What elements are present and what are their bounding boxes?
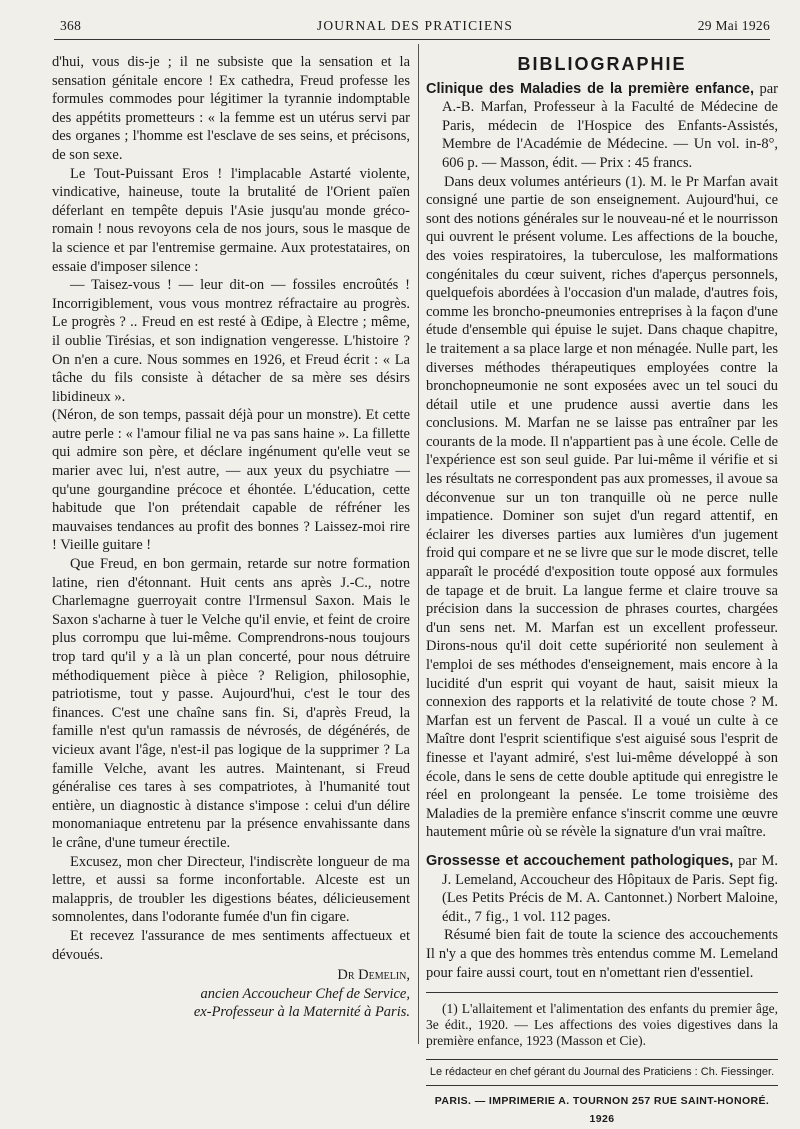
paragraph: — Taisez-vous ! — leur dit-on — fossiles encroûtés ! Incorrigiblement, vous vous montrez réfractaire au progrès. Le progrès ? .. Freud en est resté à Œdipe, à Electre ; même, il oublie Tirésias, et son indignation vengeresse. L'histoire ? On n'en a cure. Nous sommes en 1926, et Freud écrit : « La tâche du fils consiste à détacher de sa mère ses désirs libidineux ». [52,277,410,405]
left-column [52,53,410,1022]
signature-line: ancien Accoucheur Chef de Service, [200,985,410,1002]
paragraph: Que Freud, en bon germain, retarde sur notre formation latine, rien d'étonnant. Huit cents ans après J.-C., notre Charlemagne guerroyait contre l'Irmensul Saxon. Mais le Saxon s'acharne à tuer le Velche qu'il envie, et feint de croire plus corrompu que lui-même. Comprendrons-nous toujours trop tard qu'il y a là un plan concerté, pour nous détruire méthodiquement pièce à pièce ? Religion, philosophie, patriotisme, tout y passe. Aujourd'hui, c'est le tour des finances. C'est une chaîne sans fin. Si, d'après Freud, la famille n'est qu'un ramassis de névrosés, de dégénérés, de vicieux avant l'âge, n'est-il pas logique de la supprimer ? La famille Velche, avant les autres. Maintenant, si Freud généralise ces tares à ses compatriotes, à l'humanité tout entière, un diagnostic à distance s'impose : celui d'un délire monomaniaque entretenu par la présence envahissante dans le crâne, d'une tumeur érectile. [52,556,410,851]
signature [52,966,410,1022]
footnote-text: (1) L'allaitement et l'alimentation des enfants du premier âge, 3e édit., 1920. — Les affections des voies digestives dans la première enfance, 1923 (Masson et Cie). [426,1001,778,1049]
book-title: Clinique des Maladies de la première enfance, [426,80,754,97]
book-entry [426,852,778,926]
review-paragraph: Dans deux volumes antérieurs (1). M. le Pr Marfan avait consigné une partie de son enseignement. Aujourd'hui, ce sont des notions générales sur le nouveau-né et le nourrisson qui ouvrent le présent volume. Les affections de la bouche, des voies respiratoires, la tuberculose, les malformations congénitales du cœur suivent, riches d'aperçus personnels, quelquefois abordées à l'occasion d'un malade, d'autres fois, comme les broncho-pneumonies entreprises à la façon d'une étude d'ensemble qui épuise le sujet. Dans chaque chapitre, le traitement a sa place large et non ménagée. Nulle part, les diverses méthodes thérapeutiques employées contre la bronchopneumonie ne sont exposées avec un tel souci du détail utile et une prudence aussi avertie dans les conclusions. M. Marfan ne se laisse pas entraîner par les courants de la mode. Il n'appartient pas à une école. Celle de l'expérience est son seul guide. Par lui-même il vérifie et si les résultats ne correspondent pas aux promesses, il avoue sa déconvenue sur un ton tranquille où ne perce nulle impatience. Dominer son sujet d'un regard attentif, en éclairer les diverses parties aux lumières d'un jugement froid qui compare et ne se livre que sur le mode discret, telle apparaît le procédé d'exposition toute opposé aux formules de tapage et de bruit. La langue ferme et claire trouve sa précision dans la succession de phrases courtes, chargées d'un sens net. M. Marfan est un excellent professeur. Dirons-nous qu'il doit cette supériorité non seulement à l'emploi de ses méthodes d'enseignement, mais encore à la lucidité d'un esprit qui voyant de haut, saisit mieux la connexion des rapports et la relativité de toute chose ? M. Marfan est un fervent de Pascal. Il a voué un culte à ce Maître dont l'esprit scientifique s'est aiguisé sous l'esprit de finesse et l'ayant admiré, s'est lui-même développé à son école, dans le sens de cette double aptitude qui enregistre le réel en prolongeant la pensée. Le tome troisième des Maladies de la première enfance s'inscrit comme une œuvre hautement mûrie où se révèle la signature d'un vrai maître. [426,173,778,841]
book-citation: par M. J. Lemeland, Accoucheur des Hôpitaux de Paris. Sept fig. (Les Petits Précis de M. A. Cantonnet.) Norbert Maloine, édit., 7 fig., 1 vol. 112 pages. [442,852,778,925]
right-column [426,53,778,1129]
section-title: BIBLIOGRAPHIE [517,54,687,74]
journal-title: JOURNAL DES PRATICIENS [316,18,514,33]
issue-date: 29 Mai 1926 [697,18,770,33]
signature-name: Dr Demelin, [337,967,410,984]
column-divider [418,44,419,1044]
footnote [426,992,778,1049]
printer-line: PARIS. — IMPRIMERIE A. TOURNON 257 RUE SAINT-HONORÉ. 1926 [434,1094,770,1126]
page-number: 368 [60,18,82,33]
editor-line: Le rédacteur en chef gérant du Journal des Praticiens : Ch. Fiessinger. [426,1059,778,1086]
paragraph: (Néron, de son temps, passait déjà pour un monstre). Et cette autre perle : « l'amour filial ne va pas sans haine ». La fillette qui admire son père, et déclare ingénument qu'elle veut se marier avec lui, n'est autre, — aux yeux du psychiatre — qu'une gourgandine précoce et éhontée. L'éducation, cette habitude que l'on prétendait capable de réfréner les mauvaises tendances au profit des bonnes ? Laissez-moi rire ! Vieille guitare ! [52,407,410,554]
paragraph: Excusez, mon cher Directeur, l'indiscrète longueur de ma lettre, et aussi sa forme inconfortable. Alceste est un malappris, de troubler les digestions béates, délicieusement somnolentes, dans l'odorante fumée d'un fin cigare. [52,853,410,926]
paragraph: d'hui, vous dis-je ; il ne subsiste que la sensation et la sensation génitale encore ! Ex cathedra, Freud professe les formules commodes pour légitimer la tyrannie indomptable des appétits prometteurs : « la femme est un utérus servi par des organes ; l'homme est l'esclave de ses seins, et précisons, de son sexe. [52,54,410,163]
running-header [60,18,770,38]
paragraph: Et recevez l'assurance de mes sentiments affectueux et dévoués. [52,927,410,963]
review-paragraph: Résumé bien fait de toute la science des accouchements Il n'y a que des hommes très entendus comme M. Lemeland pour faire aussi court, tout en n'omettant rien d'essentiel. [426,927,778,981]
book-entry [426,80,778,173]
book-title: Grossesse et accouchement pathologiques, [426,852,734,869]
book-citation: par A.-B. Marfan, Professeur à la Faculté de Médecine de Paris, médecin de l'Hospice des Enfants-Assistés, Membre de l'Académie de Médecine. — Un vol. in-8°, 606 p. — Masson, édit. — Prix : 45 francs. [442,80,779,171]
header-rule [54,39,770,40]
signature-line: ex-Professeur à la Maternité à Paris. [193,1004,410,1021]
paragraph: Le Tout-Puissant Eros ! l'implacable Astarté violente, vindicative, haineuse, toute la brutalité de l'Orient païen déferlant en tempête depuis l'Asie jusqu'au monde gréco-romain ! nous revoyons cela de nos jours, sous le masque de la science et par l'entremise germaine. Aux protestataires, on essaie d'imposer silence : [52,165,410,275]
